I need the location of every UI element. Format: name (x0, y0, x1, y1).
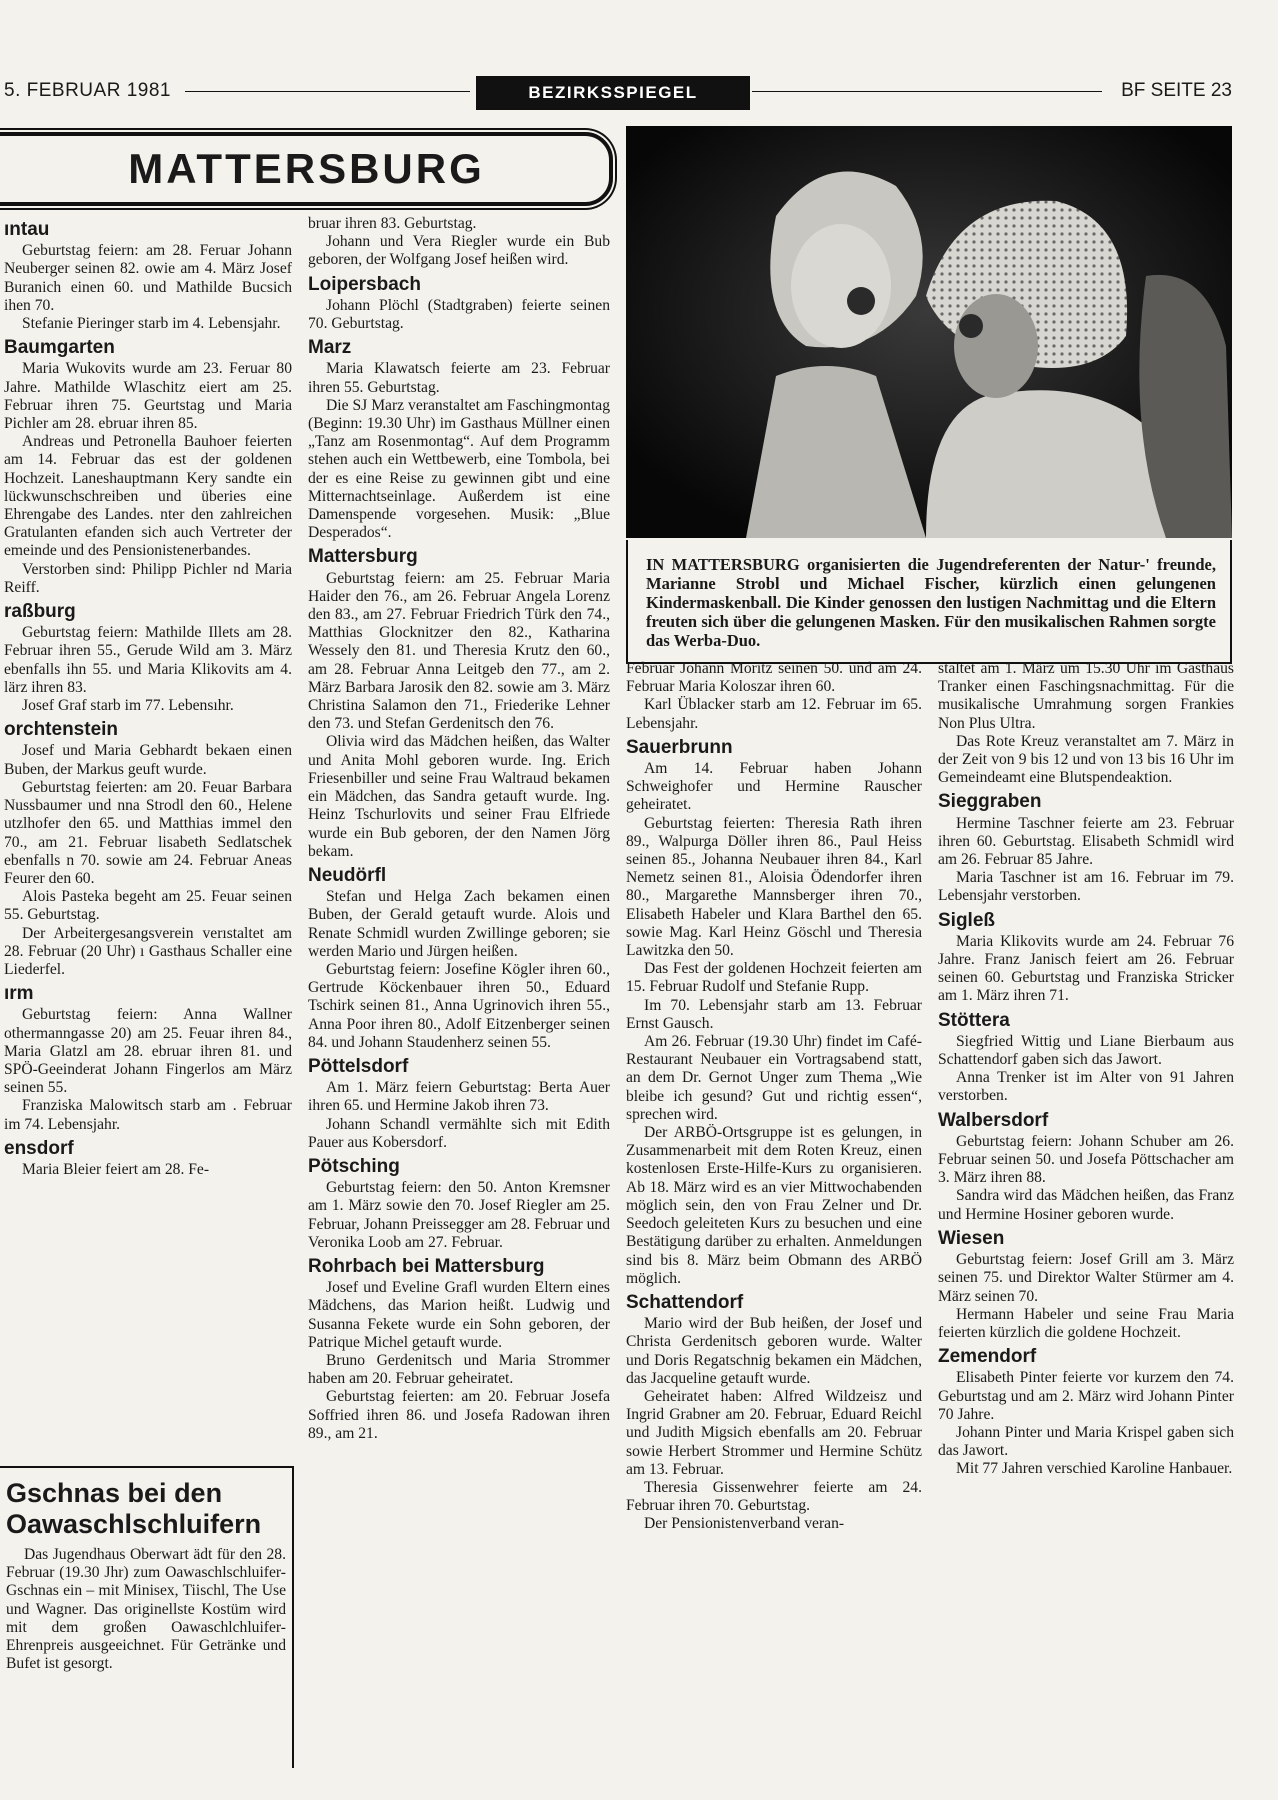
news-paragraph: bruar ihren 83. Geburtstag. (308, 215, 477, 232)
news-paragraph: Maria Wukovits wurde am 23. Feruar 80 Jahre. Mathilde Wlaschitz eiert am 25. Februar ihren 75. Geurtstag und Maria Pichler am 28. ebruar ihren 85. (4, 360, 292, 433)
town-heading: Pöttelsdorf (308, 1055, 409, 1077)
town-heading: Pötsching (308, 1155, 400, 1177)
news-paragraph: Am 1. März feiern Geburtstag: Berta Auer ihren 65. und Hermine Jakob ihren 73. (308, 1079, 610, 1115)
news-paragraph: Am 26. Februar (19.30 Uhr) findet im Café-Restaurant Neubauer ein Vortragsabend statt, an dem Dr. Gernot Unger zum Thema „Wie bleibe ich gesund? Gut und richtig essen“, sprechen wird. (626, 1033, 922, 1123)
gschnas-box (0, 1466, 294, 1768)
news-paragraph: Stefanie Pieringer starb im 4. Lebensjahr. (22, 315, 281, 333)
news-paragraph: Elisabeth Pinter feierte vor kurzem den 74. Geburtstag und am 2. März wird Johann Pinter 70 Jahre. (938, 1369, 1234, 1423)
news-paragraph: Geburtstag feiern: Mathilde Illets am 28. Februar ihren 55., Gerude Wild am 3. März ebenfalls ihn 55. und Maria Klikovits am 4. lärz ihren 83. (4, 624, 292, 696)
news-paragraph: Alois Pasteka begeht am 25. Feuar seinen 55. Geburtstag. (4, 888, 292, 924)
photo-image (626, 126, 1232, 538)
town-heading: Mattersburg (308, 546, 418, 568)
news-paragraph: Josef Graf starb im 77. Lebensıhr. (22, 697, 234, 715)
news-paragraph: Theresia Gissenwehrer feierte am 24. Februar ihren 70. Geburtstag. (626, 1478, 922, 1515)
header-rule-left (185, 91, 470, 92)
news-paragraph: Geheiratet haben: Alfred Wildzeisz und Ingrid Grabner am 20. Februar, Eduard Reichl und Judith Migsich ebenfalls am 20. Februar sowie Herbert Strommer und Hermine Schütz am 13. Februar. (626, 1387, 922, 1478)
town-heading: Marz (308, 337, 352, 359)
news-paragraph: Geburtstag feiern: Josefine Kögler ihren 60., Gertrude Köckenbauer ihren 50., Eduard Tschirk seinen 81., Anna Ugrinovich ihren 55., Anna Poor ihren 80., Adolf Eitzenberger seinen 84. und Johann Staudenherz seinen 55. (308, 960, 610, 1051)
news-paragraph: Karl Üblacker starb am 12. Februar im 65. Lebensjahr. (626, 696, 922, 732)
header-rule-right (752, 91, 1102, 92)
news-paragraph: Februar Johann Moritz seinen 50. und am 24. Februar Maria Koloszar ihren 60. (626, 660, 922, 696)
town-heading: Baumgarten (4, 337, 115, 359)
news-paragraph: Mario wird der Bub heißen, der Josef und Christa Gerdenitsch geboren wurde. Walter und Doris Regatschnig bekamen ein Mädchen, das Jacqueline getauft wurde. (626, 1315, 922, 1387)
news-paragraph: Josef und Maria Gebhardt bekaen einen Buben, der Markus geuft wurde. (4, 742, 292, 778)
column-3 (626, 660, 922, 1534)
news-paragraph: Andreas und Petronella Bauhoer feierten am 14. Februar das est der goldenen Hochzeit. Laneshauptmann Kery sandte ein lückwunschschreiben und überies eine Ehrengabe des Landes. nter den zahlreichen Gratulanten efanden sich auch Vertreter der emeinde und des Pensionistenerbandes. (4, 433, 292, 560)
news-paragraph: Mit 77 Jahren verschied Karoline Hanbauer. (956, 1460, 1233, 1478)
town-heading: Zemendorf (938, 1346, 1037, 1368)
town-heading: ırm (4, 983, 34, 1005)
section-label: BEZIRKSSPIEGEL (476, 76, 750, 110)
news-paragraph: Die SJ Marz veranstaltet am Faschingmontag (Beginn: 19.30 Uhr) im Gasthaus Müllner einen „Tanz am Rosenmontag“. Auf dem Programm stehen auch ein Wettbewerb, eine Tombola, bei der es eine Reise zu gewinnen gibt und eine Mitternachtseinlage. Außerdem ist eine Damenspende vorgesehen. Musik: „Blue Desperados“. (308, 396, 610, 542)
town-heading: Loipersbach (308, 273, 421, 295)
news-paragraph: Franziska Malowitsch starb am . Februar im 74. Lebensjahr. (4, 1097, 292, 1133)
news-paragraph: Am 14. Februar haben Johann Schweighofer und Hermine Rauscher geheiratet. (626, 760, 922, 814)
town-heading: ensdorf (4, 1137, 74, 1159)
news-paragraph: Maria Taschner ist am 16. Februar im 79. Lebensjahr verstorben. (938, 869, 1234, 905)
town-heading: Sigleß (938, 909, 996, 931)
box-headline: Gschnas bei den Oawaschlschluifern (6, 1478, 262, 1539)
news-paragraph: Geburtstag feierten: am 20. Feuar Barbara Nussbaumer und nna Strodl den 60., Helene utzlhofer den 65. und Matthias immel den 70., am 21. Februar lisabeth Sedlatschek ebenfalls n 70. sowie am 24. Februar Aneas Feurer den 60. (4, 778, 292, 887)
town-heading: Stöttera (938, 1009, 1010, 1031)
town-heading: Wiesen (938, 1227, 1005, 1249)
news-paragraph: Maria Klikovits wurde am 24. Februar 76 Jahre. Franz Janisch feiert am 26. Februar seinen 60. Geburtstag und Franziska Stricker am 1. März ihren 71. (938, 932, 1234, 1005)
news-paragraph: Sandra wird das Mädchen heißen, das Franz und Hermine Hosiner geboren wurde. (938, 1187, 1234, 1223)
news-paragraph: Stefan und Helga Zach bekamen einen Buben, der Gerald getauft wurde. Alois und Renate Schmidl wurden Zwillinge geboren; sie werden Mario und Jürgen heißen. (308, 888, 610, 960)
box-text: Das Jugendhaus Oberwart ädt für den 28. Februar (19.30 Jhr) zum Oawaschlschluifer-Gschnas ein – mit Minisex, Tiischl, The Use und Wagner. Das originellste Kostüm wird mit dem großen Oawaschlchluifer-Ehrenpreis ausgeeichnet. Für Getränke und Bufet ist gesorgt. (6, 1546, 286, 1673)
town-heading: Walbersdorf (938, 1109, 1049, 1131)
news-paragraph: staltet am 1. März um 15.30 Uhr im Gasthaus Tranker einen Faschingsnachmittag. Für die musikalische Umrahmung sorgen Frankies Non Plus Ultra. (938, 660, 1234, 732)
news-paragraph: Hermine Taschner feierte am 23. Februar ihren 60. Geburtstag. Elisabeth Schmidl wird am 26. Februar 85 Jahre. (938, 814, 1234, 869)
town-heading: Schattendorf (626, 1291, 744, 1313)
news-paragraph: Geburtstag feiern: am 25. Februar Maria Haider den 76., am 26. Februar Angela Lorenz den 83., am 27. Februar Friedrich Türk den 74., Matthias Glocknitzer den 82., Katharina Wessely den 81. und Theresia Krutz den 60., am 28. Februar Anna Leitgeb den 77., am 2. März Barbara Jarosik den 82. sowie am 3. März Christina Salamon den 71., Friederike Lehner den 73. und Stefan Gerdenitsch den 76. (308, 569, 610, 733)
news-paragraph: Geburtstag feiern: am 28. Feruar Johann Neuberger seinen 82. owie am 4. März Josef Buranich einen 60. und Mathilde Bucsich ihen 70. (4, 242, 292, 314)
news-paragraph: Maria Klawatsch feierte am 23. Februar ihren 55. Geburtstag. (308, 360, 610, 396)
news-paragraph: Maria Bleier feiert am 28. Fe- (22, 1160, 210, 1178)
news-paragraph: Geburtstag feiern: Josef Grill am 3. März seinen 75. und Direktor Walter Stürmer am 4. März seinen 70. (938, 1251, 1234, 1305)
column-4 (938, 660, 1234, 1479)
issue-date: 5. FEBRUAR 1981 (4, 80, 171, 101)
news-paragraph: Bruno Gerdenitsch und Maria Strommer haben am 20. Februar geheiratet. (308, 1351, 610, 1388)
page-header (0, 76, 1232, 106)
news-paragraph: Hermann Habeler und seine Frau Maria feierten kürzlich die goldene Hochzeit. (938, 1305, 1234, 1341)
news-paragraph: Der Pensionistenverband veran- (644, 1515, 845, 1533)
news-paragraph: Johann Plöchl (Stadtgraben) feierte seinen 70. Geburtstag. (308, 296, 610, 333)
page-number: BF SEITE 23 (1121, 80, 1232, 101)
photo-children-masked-ball (626, 126, 1232, 538)
news-paragraph: Geburtstag feiern: Johann Schuber am 26. Februar seinen 50. und Josefa Pöttschacher am 3. März ihren 88. (938, 1132, 1234, 1187)
news-paragraph: Der ARBÖ-Ortsgruppe ist es gelungen, in Zusammenarbeit mit dem Roten Kreuz, einen kostenlosen Erste-Hilfe-Kurs zu organisieren. Ab 18. März wird es an vier Mittwochabenden möglich sein, den von Frau Zelner und Dr. Seedoch geleiteten Kurs zu besuchen und eine Bestätigung darüber zu erhalten. Anmeldungen sind bis 8. März beim Obmann des ARBÖ möglich. (626, 1124, 922, 1287)
news-paragraph: Geburtstag feierten: am 20. Februar Josefa Soffried ihren 86. und Josefa Radowan ihren 89., am 21. (308, 1388, 610, 1442)
town-heading: Rohrbach bei Mattersburg (308, 1255, 545, 1277)
news-paragraph: Johann Schandl vermählte sich mit Edith Pauer aus Kobersdorf. (308, 1115, 610, 1151)
news-paragraph: Der Arbeitergesangsverein verıstaltet am 28. Februar (20 Uhr) ı Gasthaus Schaller eine Liederfel. (4, 924, 292, 978)
news-paragraph: Das Rote Kreuz veranstaltet am 7. März in der Zeit von 9 bis 12 und von 13 bis 16 Uhr im Gemeindeamt eine Blutspendeaktion. (938, 732, 1234, 787)
photo-caption: IN MATTERSBURG organisierten die Jugendreferenten der Natur-' freunde, Marianne Strobl und Michael Fischer, kürzlich einen gelungenen Kindermaskenball. Die Kinder genossen den lustigen Nachmittag und die Eltern freuten sich über die gelungenen Masken. Für den musikalischen Rahmen sorgte das Werba-Duo. (626, 540, 1232, 664)
news-paragraph: Josef und Eveline Grafl wurden Eltern eines Mädchens, das Marion heißt. Ludwig und Susanna Fekete wurde ein Sohn geboren, der Patrique Michel getauft wurde. (308, 1279, 610, 1351)
town-heading: Sauerbrunn (626, 736, 733, 758)
news-paragraph: Johann Pinter und Maria Krispel gaben sich das Jawort. (938, 1423, 1234, 1460)
town-heading: raßburg (4, 601, 76, 623)
town-heading: ıntau (4, 219, 50, 240)
column-2 (308, 215, 610, 1443)
town-heading: Neudörfl (308, 864, 387, 886)
town-banner: MATTERSBURG (0, 132, 613, 206)
news-paragraph: Verstorben sind: Philipp Pichler nd Maria Reiff. (4, 560, 292, 596)
news-paragraph: Das Fest der goldenen Hochzeit feierten am 15. Februar Rudolf und Stefanie Rupp. (626, 960, 922, 996)
town-heading: Sieggraben (938, 791, 1042, 813)
news-paragraph: Olivia wird das Mädchen heißen, das Walter und Anita Mohl geboren wurde. Ing. Erich Friesenbiller und seine Frau Waltraud bekamen ein Mädchen, das Sandra getauft wurde. Ing. Heinz Tschurlovits und seiner Frau Elfriede wurde ein Bub geboren, der den Namen Jörg bekam. (308, 733, 610, 860)
column-1 (4, 215, 292, 1179)
news-paragraph: Siegfried Wittig und Liane Bierbaum aus Schattendorf gaben sich das Jawort. (938, 1032, 1234, 1069)
news-paragraph: Geburtstag feierten: Theresia Rath ihren 89., Walpurga Döller ihren 86., Paul Heiss seinen 85., Johanna Neubauer ihren 84., Karl Nemetz seinen 81., Aloisia Ödendorfer ihren 80., Margarethe Mannsberger ihren 70., Elisabeth Habeler und Klara Barthel den 65. sowie Mag. Karl Heinz Göschl und Theresia Lawitzka den 50. (626, 814, 922, 960)
news-paragraph: Anna Trenker ist im Alter von 91 Jahren verstorben. (938, 1069, 1234, 1105)
news-paragraph: Geburtstag feiern: Anna Wallner othermanngasse 20) am 25. Feuar ihren 84., Maria Glatzl am 28. ebruar ihren 81. und SPÖ-Geeinderat Johann Fingerlos am März seinen 55. (4, 1006, 292, 1097)
news-paragraph: Im 70. Lebensjahr starb am 13. Februar Ernst Gausch. (626, 996, 922, 1032)
news-paragraph: Johann und Vera Riegler wurde ein Bub geboren, der Wolfgang Josef heißen wird. (308, 233, 610, 269)
town-heading: orchtenstein (4, 719, 119, 741)
news-paragraph: Geburtstag feiern: den 50. Anton Kremsner am 1. März sowie den 70. Josef Riegler am 25. Februar, Johann Preissegger am 28. Februar und Veronika Loob am 27. Februar. (308, 1179, 610, 1251)
